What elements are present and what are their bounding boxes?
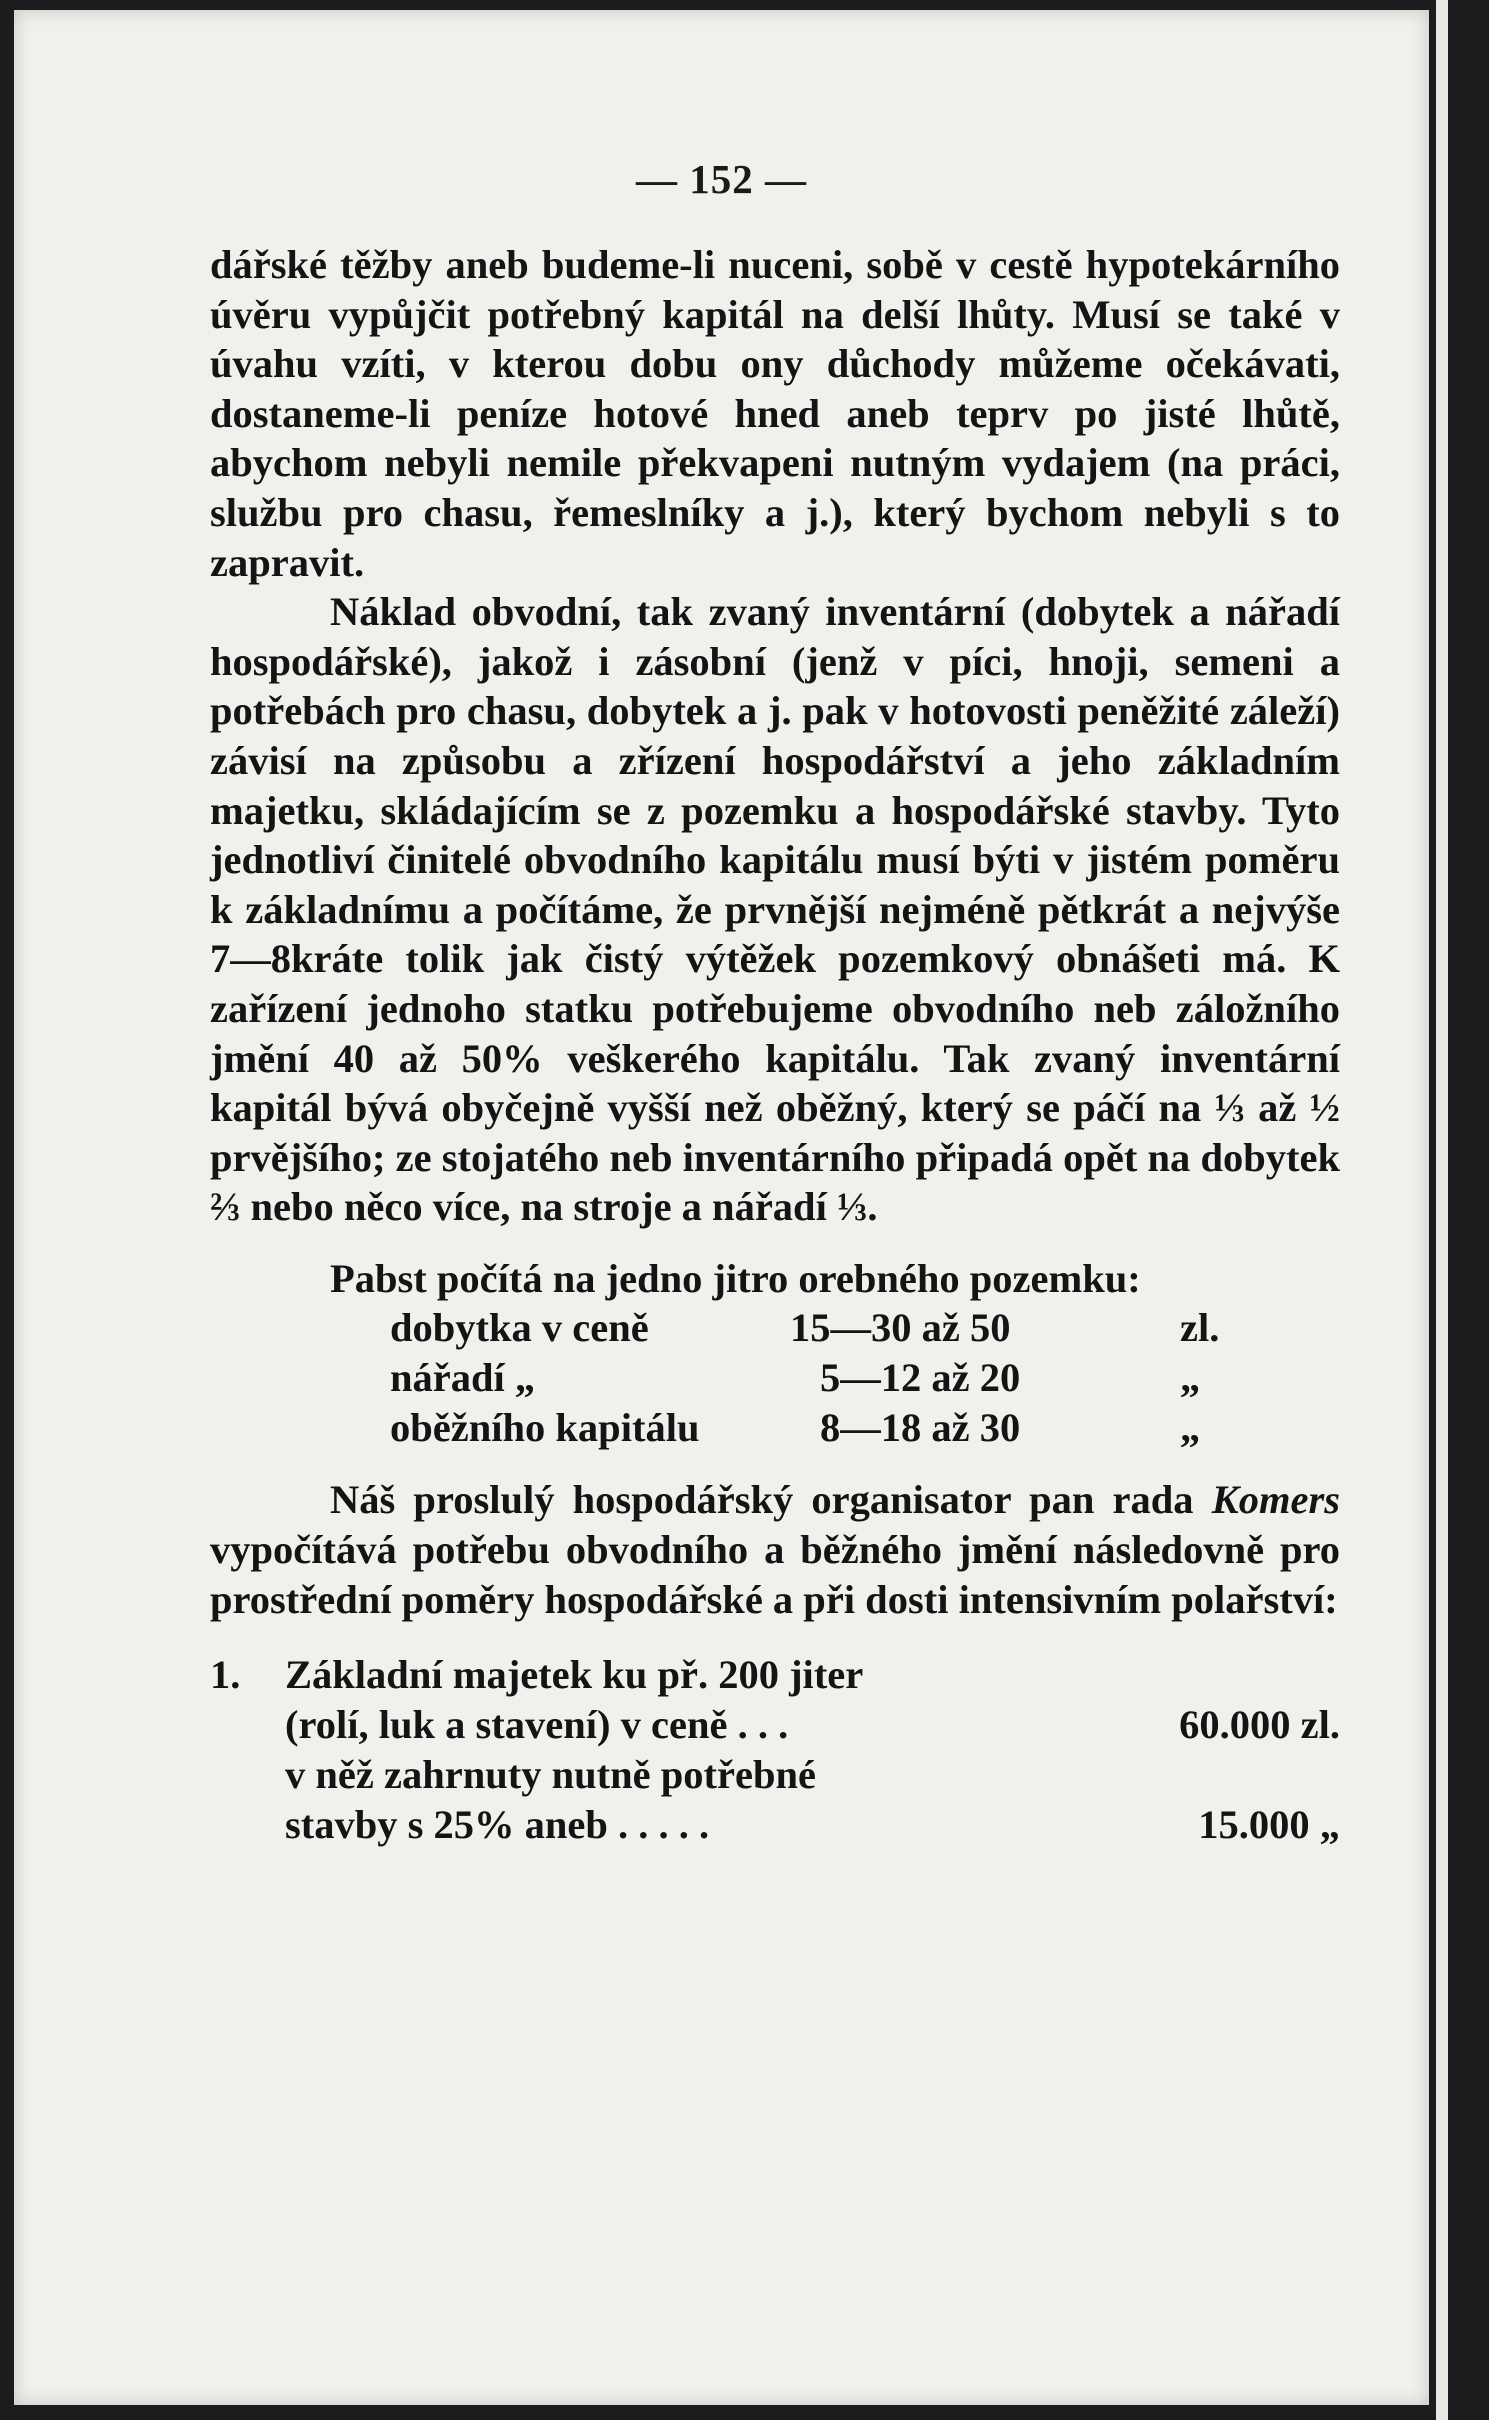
item-value: 60.000 zl. [1179,1702,1340,1748]
page-body [210,240,1340,1850]
item-value: 15.000 „ [1198,1802,1340,1848]
rate-unit: zl. [1180,1305,1220,1351]
rate-unit: „ [1180,1355,1201,1401]
pabst-rates-table [390,1303,1260,1453]
item-value [1105,1650,1340,1700]
rate-unit: „ [1180,1405,1201,1451]
item-number: 1. [210,1652,241,1698]
komers-post: vypočítává potřebu obvodního a běžného jmění následovně pro prostřední poměry hospodářské a při dosti intensivním polařství: [210,1527,1340,1622]
item-text: (rolí, luk a stavení) v ceně . . . [285,1702,789,1748]
rate-label: nářadí „ [390,1355,536,1401]
item-value [1105,1750,1340,1800]
item-line [210,1750,1340,1800]
komers-paragraph [210,1475,1340,1624]
paragraph-2: Náklad obvodní, tak zvaný inventární (dobytek a nářadí hospodářské), jakož i zásobní (jenž v píci, hnoji, semeni a potřebách pro chasu, dobytek a j. pak v hotovosti peněžité záleží) závisí na způsobu a zřízení hospodářství a jeho základním majetku, skládajícím se z pozemku a hospodářské stavby. Tyto jednotliví činitelé obvodního kapitálu musí býti v jistém poměru k základnímu a počítáme, že prvnější nejméně pětkrát a nejvýše 7—8kráte tolik jak čistý výtěžek pozemkový obnášeti má. K zařízení jednoho statku potřebujeme obvodního neb záložního jmění 40 až 50% veškerého kapitálu. Tak zvaný inventární kapitál bývá obyčejně vyšší než oběžný, který se páčí na ⅓ až ½ prvějšího; ze stojatého neb inventárního připadá opět na dobytek ⅔ nebo něco více, na stroje a nářadí ⅓. [210,589,1340,1230]
item-text: stavby s 25% aneb . . . . . [285,1802,710,1848]
item-line [210,1650,1340,1700]
rate-row [390,1303,1260,1353]
rate-row [390,1403,1260,1453]
rate-range: 5—12 až 20 [820,1355,1021,1401]
capital-list [210,1650,1340,1850]
item-line [210,1700,1340,1750]
rate-row [390,1353,1260,1403]
rate-range: 8—18 až 30 [820,1405,1021,1451]
rate-range: 15—30 až 50 [790,1305,1011,1351]
item-line [210,1800,1340,1850]
komers-name: Komers [1211,1477,1340,1523]
komers-pre: Náš proslulý hospodářský organisator pan rada [330,1477,1212,1523]
page-number: — 152 — [636,156,807,202]
paragraph-1: dářské těžby aneb budeme-li nuceni, sobě v cestě hypotekárního úvěru vypůjčit potřebný kapitál na delší lhůty. Musí se také v úvahu vzíti, v kterou dobu ony důchody můžeme očekávati, dostaneme-li peníze hotové hned aneb teprv po jisté lhůtě, abychom nebyli nemile překvapeni nutným vydajem (na práci, službu pro chasu, řemeslníky a j.), který bychom nebyli s to zapravit. [210,242,1340,585]
rate-label: oběžního kapitálu [390,1405,700,1451]
list-item [210,1650,1340,1850]
rate-label: dobytka v ceně [390,1305,649,1351]
item-text: Základní majetek ku př. 200 jiter [285,1652,864,1698]
next-page-edge [1436,0,1448,2420]
pabst-intro: Pabst počítá na jedno jitro orebného pozemku: [330,1255,1141,1301]
item-text: v něž zahrnuty nutně potřebné [285,1752,817,1798]
